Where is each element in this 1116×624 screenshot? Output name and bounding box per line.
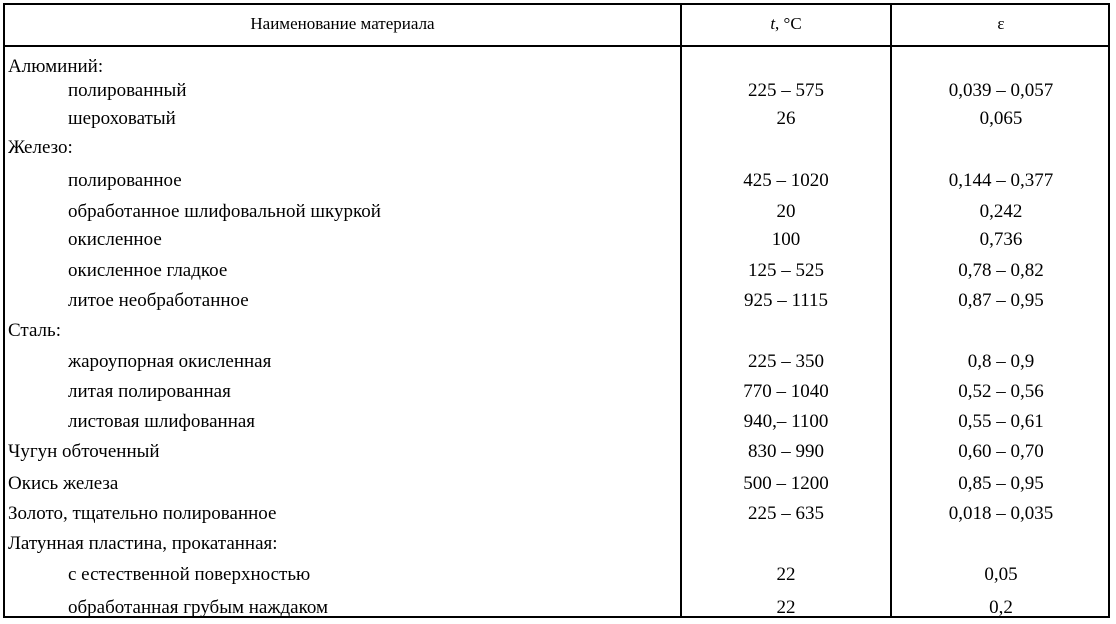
temperature-value: 100 xyxy=(771,229,801,250)
header-temperature-unit: , °C xyxy=(775,14,802,33)
material-name: жароупорная окисленная xyxy=(68,351,272,372)
temperature-value: 20 xyxy=(776,201,796,222)
emissivity-value: 0,05 xyxy=(984,564,1018,585)
material-name: обработанная грубым наждаком xyxy=(68,597,328,618)
emissivity-value: 0,242 xyxy=(979,201,1023,222)
table-row xyxy=(0,471,1116,497)
material-name: полированный xyxy=(68,80,187,101)
material-name: окисленное xyxy=(68,229,162,250)
table-row xyxy=(0,595,1116,621)
table-row xyxy=(0,199,1116,225)
emissivity-value: 0,8 – 0,9 xyxy=(967,351,1035,372)
temperature-value: 425 – 1020 xyxy=(743,170,829,191)
material-name: Алюминий: xyxy=(8,56,104,77)
temperature-value: 940,– 1100 xyxy=(743,411,829,432)
temperature-value: 500 – 1200 xyxy=(743,473,829,494)
material-name: Окись железа xyxy=(8,473,119,494)
table-row xyxy=(0,531,1116,557)
material-name: Сталь: xyxy=(8,320,61,341)
material-name: Латунная пластина, прокатанная: xyxy=(8,533,278,554)
emissivity-value: 0,55 – 0,61 xyxy=(958,411,1044,432)
header-emissivity-symbol: ε xyxy=(997,14,1005,33)
emissivity-value: 0,736 xyxy=(979,229,1023,250)
material-name: шероховатый xyxy=(68,108,176,129)
emissivity-value: 0,039 – 0,057 xyxy=(948,80,1054,101)
material-name: обработанное шлифовальной шкуркой xyxy=(68,201,381,222)
material-name: Железо: xyxy=(8,137,73,158)
table-row xyxy=(0,409,1116,435)
table-row xyxy=(0,106,1116,132)
temperature-value: 225 – 350 xyxy=(748,351,824,372)
temperature-value: 225 – 635 xyxy=(748,503,824,524)
emissivity-value: 0,87 – 0,95 xyxy=(958,290,1044,311)
temperature-value: 125 – 525 xyxy=(748,260,824,281)
emissivity-value: 0,60 – 0,70 xyxy=(958,441,1044,462)
table-row xyxy=(0,379,1116,405)
table-row xyxy=(0,501,1116,527)
emissivity-value: 0,52 – 0,56 xyxy=(958,381,1044,402)
temperature-value: 925 – 1115 xyxy=(743,290,829,311)
emissivity-value: 0,78 – 0,82 xyxy=(958,260,1044,281)
material-name: окисленное гладкое xyxy=(68,260,228,281)
table-row xyxy=(0,168,1116,194)
table-row xyxy=(0,135,1116,161)
material-name: с естественной поверхностью xyxy=(68,564,311,585)
table-row xyxy=(0,288,1116,314)
emissivity-value: 0,065 xyxy=(979,108,1023,129)
table-row xyxy=(0,439,1116,465)
material-name: полированное xyxy=(68,170,182,191)
temperature-value: 22 xyxy=(776,597,796,618)
material-name: литое необработанное xyxy=(68,290,249,311)
temperature-value: 22 xyxy=(776,564,796,585)
table-row xyxy=(0,258,1116,284)
temperature-value: 26 xyxy=(776,108,796,129)
material-name: литая полированная xyxy=(68,381,231,402)
table-row xyxy=(0,54,1116,80)
header-material-name-label: Наименование материала xyxy=(250,14,435,33)
table-row xyxy=(0,349,1116,375)
emissivity-value: 0,2 xyxy=(989,597,1013,618)
temperature-value: 770 – 1040 xyxy=(743,381,829,402)
material-name: Золото, тщательно полированное xyxy=(8,503,277,524)
header-temperature-symbol: t xyxy=(770,14,776,33)
table-row xyxy=(0,227,1116,253)
table-row xyxy=(0,562,1116,588)
emissivity-value: 0,018 – 0,035 xyxy=(948,503,1054,524)
table-row xyxy=(0,318,1116,344)
material-name: Чугун обточенный xyxy=(8,441,160,462)
temperature-value: 225 – 575 xyxy=(748,80,824,101)
emissivity-value: 0,85 – 0,95 xyxy=(958,473,1044,494)
table-row xyxy=(0,78,1116,104)
emissivity-value: 0,144 – 0,377 xyxy=(948,170,1054,191)
material-name: листовая шлифованная xyxy=(68,411,256,432)
temperature-value: 830 – 990 xyxy=(748,441,824,462)
